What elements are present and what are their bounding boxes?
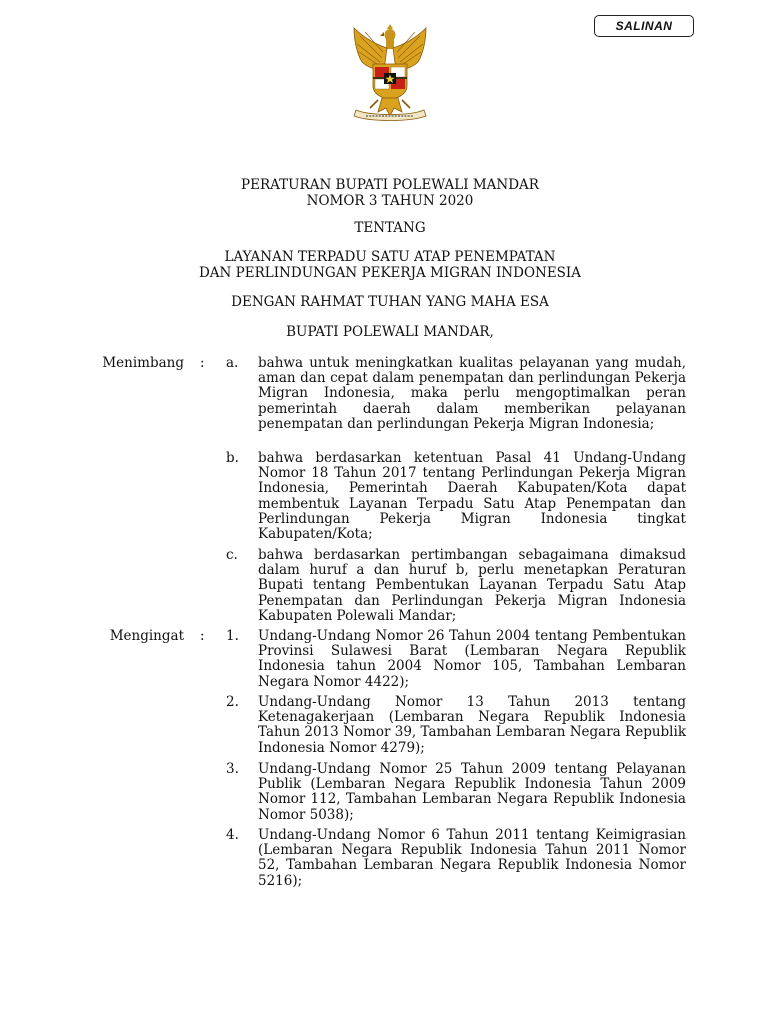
- menimbang-label: Menimbang: [102, 355, 184, 371]
- item-marker: 1.: [226, 628, 239, 644]
- item-marker: a.: [226, 355, 239, 371]
- item-text: Undang-Undang Nomor 6 Tahun 2011 tentang Keimigrasian (Lembaran Negara Republik Indonesia Tahun 2011 Nomor 52, Tambahan Lembaran Negara Republik Indonesia Nomor 5216);: [258, 827, 686, 889]
- item-marker: 2.: [226, 694, 239, 710]
- item-text: Undang-Undang Nomor 26 Tahun 2004 tentang Pembentukan Provinsi Sulawesi Barat (Lembaran Negara Republik Indonesia tahun 2004 Nomor 105, Tambahan Lembaran Negara Nomor 4422);: [258, 628, 686, 690]
- mengingat-colon: :: [200, 628, 205, 644]
- item-text: Undang-Undang Nomor 13 Tahun 2013 tentang Ketenagakerjaan (Lembaran Negara Republik Indonesia Tahun 2013 Nomor 39, Tambahan Lembaran Negara Republik Indonesia Nomor 4279);: [258, 694, 686, 756]
- regulation-number: NOMOR 3 TAHUN 2020: [306, 193, 474, 209]
- item-text: Undang-Undang Nomor 25 Tahun 2009 tentang Pelayanan Publik (Lembaran Negara Republik Indonesia Tahun 2009 Nomor 112, Tambahan Lembaran Negara Republik Indonesia Nomor 5038);: [258, 761, 686, 823]
- regulation-title: PERATURAN BUPATI POLEWALI MANDAR: [241, 177, 539, 193]
- item-text: bahwa untuk meningkatkan kualitas pelayanan yang mudah, aman dan cepat dalam penempatan dan perlindungan Pekerja Migran Indonesia, maka perlu mengoptimalkan peran pemerintah daerah dalam memberikan pelayanan penempatan dan perlindungan Pekerja Migran Indonesia;: [258, 355, 686, 432]
- item-marker: 4.: [226, 827, 239, 843]
- garuda-emblem-icon: [340, 24, 440, 124]
- bupati-line: BUPATI POLEWALI MANDAR,: [286, 324, 494, 340]
- item-marker: b.: [226, 450, 239, 466]
- tentang-heading: TENTANG: [354, 220, 426, 236]
- rahmat-line: DENGAN RAHMAT TUHAN YANG MAHA ESA: [231, 294, 549, 310]
- subject-line-2: DAN PERLINDUNGAN PEKERJA MIGRAN INDONESIA: [198, 265, 582, 281]
- menimbang-colon: :: [200, 355, 205, 371]
- item-marker: 3.: [226, 761, 239, 777]
- item-marker: c.: [226, 547, 238, 563]
- salinan-stamp: SALINAN: [594, 15, 694, 37]
- item-text: bahwa berdasarkan ketentuan Pasal 41 Undang-Undang Nomor 18 Tahun 2017 tentang Perlindungan Pekerja Migran Indonesia, Pemerintah Daerah Kabupaten/Kota dapat membentuk Layanan Terpadu Satu Atap Penempatan dan Perlindungan Pekerja Migran Indonesia tingkat Kabupaten/Kota;: [258, 450, 686, 543]
- mengingat-label: Mengingat: [109, 628, 184, 644]
- item-text: bahwa berdasarkan pertimbangan sebagaimana dimaksud dalam huruf a dan huruf b, perlu menetapkan Peraturan Bupati tentang Pembentukan Layanan Terpadu Satu Atap Penempatan dan Perlindungan Pekerja Migran Indonesia Kabupaten Polewali Mandar;: [258, 547, 686, 624]
- subject-line-1: LAYANAN TERPADU SATU ATAP PENEMPATAN: [224, 249, 556, 265]
